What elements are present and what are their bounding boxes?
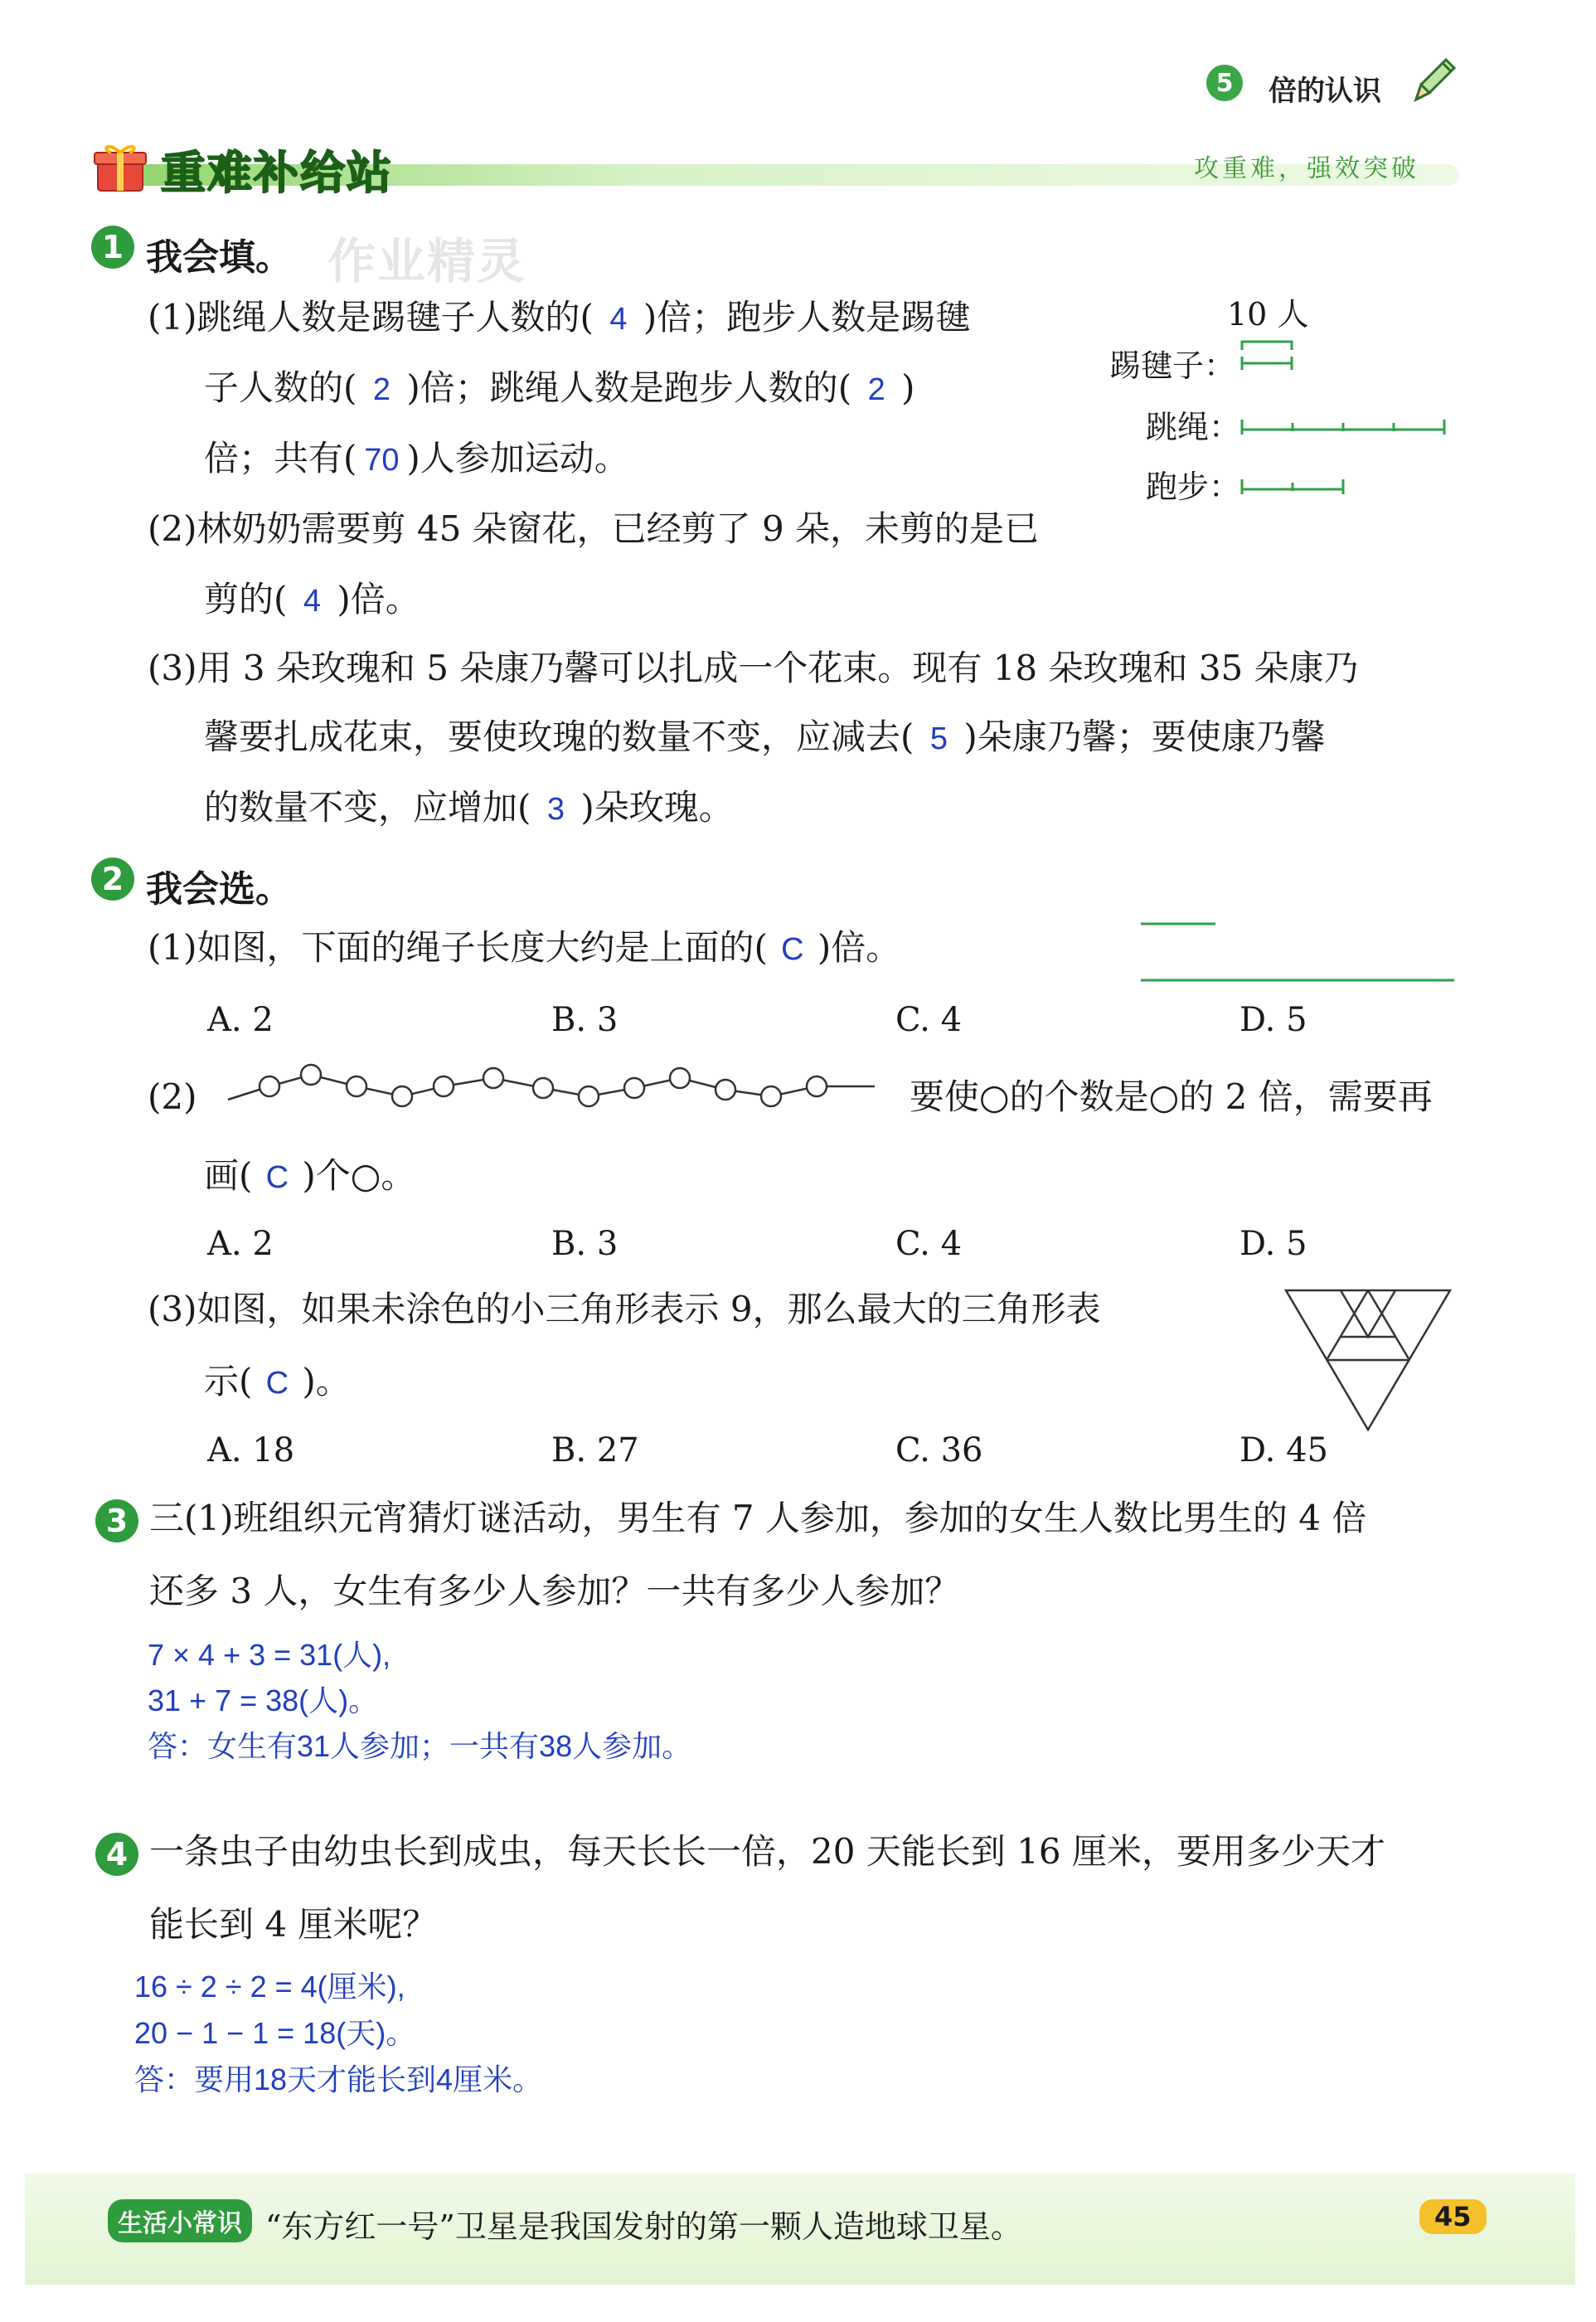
q2-p2-option-c: C. 4 [895, 1225, 963, 1263]
q4-solution-2: 20 − 1 − 1 = 18(天)。 [134, 2016, 416, 2050]
q2-p3-option-b: B. 27 [551, 1431, 639, 1469]
diagram-top-label: 10 人 [1227, 296, 1309, 333]
page-number: 45 [1419, 2199, 1487, 2234]
answer-q1-1a: 4 [609, 302, 628, 337]
gift-icon [91, 141, 149, 192]
footer-fact: “东方红一号”卫星是我国发射的第一颗人造地球卫星。 [265, 2208, 1022, 2245]
q2-p2-option-d: D. 5 [1239, 1225, 1307, 1263]
q3-solution-2: 31 + 7 = 38(人)。 [148, 1683, 379, 1717]
watermark: 作业精灵 [327, 233, 527, 289]
unit-number: 5 [1206, 65, 1243, 101]
q3-number: 3 [95, 1499, 138, 1542]
pencil-icon [1409, 53, 1459, 106]
q2-p1-option-d: D. 5 [1239, 1001, 1307, 1039]
q1-p1-line3: 倍；共有( 70 )人参加运动。 [204, 438, 629, 478]
q1-p1-line1: (1)跳绳人数是踢毽子人数的( 4 )倍；跑步人数是踢毽 [148, 297, 971, 338]
q1-p2-line1: (2)林奶奶需要剪 45 朵窗花，已经剪了 9 朵，未剪的是已 [148, 508, 1040, 549]
answer-q2-1: C [781, 932, 804, 967]
q2-p3-option-c: C. 36 [895, 1431, 983, 1469]
q1-p3-line1: (3)用 3 朵玫瑰和 5 朵康乃馨可以扎成一个花束。现有 18 朵玫瑰和 35 朵康乃 [148, 648, 1359, 688]
q4-line2: 能长到 4 厘米呢？ [149, 1904, 438, 1945]
q3-line2: 还多 3 人，女生有多少人参加？一共有多少人参加？ [149, 1571, 960, 1611]
triangle-diagram [1281, 1284, 1455, 1433]
diagram-row-label-tiaosheng: 跳绳： [1146, 409, 1241, 445]
q2-p1-option-a: A. 2 [207, 1001, 274, 1039]
q2-p3-option-a: A. 18 [207, 1431, 295, 1469]
q3-answer: 答：女生有31人参加；一共有38人参加。 [148, 1729, 692, 1763]
q2-p3-line1: (3)如图，如果未涂色的小三角形表示 9，那么最大的三角形表 [148, 1289, 1101, 1329]
q4-number: 4 [95, 1833, 138, 1876]
q2-p2-label: (2) [148, 1076, 197, 1117]
bead-chain [220, 1053, 900, 1120]
q1-p3-line3: 的数量不变，应增加( 3 )朵玫瑰。 [204, 787, 734, 828]
answer-q2-2: C [265, 1160, 289, 1195]
q3-solution-1: 7 × 4 + 3 = 31(人), [148, 1638, 391, 1672]
q1-p1-line2: 子人数的( 2 )倍；跳绳人数是跑步人数的( 2 ) [204, 367, 915, 408]
diagram-row-label-paobu: 跑步： [1146, 469, 1241, 505]
q2-p3-option-d: D. 45 [1239, 1431, 1328, 1469]
banner [91, 141, 1459, 199]
answer-q1-2: 4 [303, 584, 321, 619]
answer-q2-3: C [265, 1366, 289, 1401]
answer-q1-1c: 2 [867, 372, 885, 407]
q2-p1-option-b: B. 3 [551, 1001, 619, 1039]
q2-p2-line2: 画( C )个○。 [204, 1155, 416, 1196]
q4-line1: 一条虫子由幼虫长到成虫，每天长长一倍，20 天能长到 16 厘米，要用多少天才 [149, 1831, 1385, 1872]
rope-diagram [1136, 912, 1467, 995]
footer-tag: 生活小常识 [108, 2199, 252, 2242]
q4-solution-1: 16 ÷ 2 ÷ 2 = 4(厘米), [134, 1970, 405, 2004]
q1-p2-line2: 剪的( 4 )倍。 [204, 579, 420, 619]
q2-p1-option-c: C. 4 [895, 1001, 963, 1039]
q4-answer: 答：要用18天才能长到4厘米。 [134, 2062, 543, 2096]
unit-badge [1206, 65, 1243, 101]
q2-p3-line2: 示( C )。 [204, 1361, 351, 1401]
segment-diagram [1103, 290, 1467, 514]
q3-line1: 三(1)班组织元宵猜灯谜活动，男生有 7 人参加，参加的女生人数比男生的 4 倍 [149, 1498, 1367, 1538]
answer-q1-1b: 2 [372, 372, 391, 407]
diagram-row-label-jianzi: 踢毽子： [1109, 347, 1236, 384]
q2-number: 2 [91, 857, 134, 901]
answer-q1-3b: 3 [546, 792, 565, 827]
q1-title: 我会填。 [146, 236, 292, 279]
unit-title: 倍的认识 [1269, 75, 1381, 108]
banner-slogan: 攻重难，强效突破 [1194, 154, 1419, 183]
q1-p3-line2: 馨要扎成花束，要使玫瑰的数量不变，应减去( 5 )朵康乃馨；要使康乃馨 [204, 717, 1326, 757]
q2-title: 我会选。 [146, 868, 292, 911]
banner-title: 重难补给站 [161, 147, 393, 199]
q2-p2-option-a: A. 2 [207, 1225, 274, 1263]
answer-q1-1d: 70 [364, 443, 400, 478]
q2-p2-option-b: B. 3 [551, 1225, 619, 1263]
q1-number: 1 [91, 226, 134, 269]
q2-p2-line1: 要使○的个数是○的 2 倍，需要再 [910, 1076, 1433, 1117]
answer-q1-3a: 5 [929, 721, 948, 756]
diagram-lines [1103, 290, 1467, 514]
q2-p1-line1: (1)如图，下面的绳子长度大约是上面的( C )倍。 [148, 927, 901, 968]
